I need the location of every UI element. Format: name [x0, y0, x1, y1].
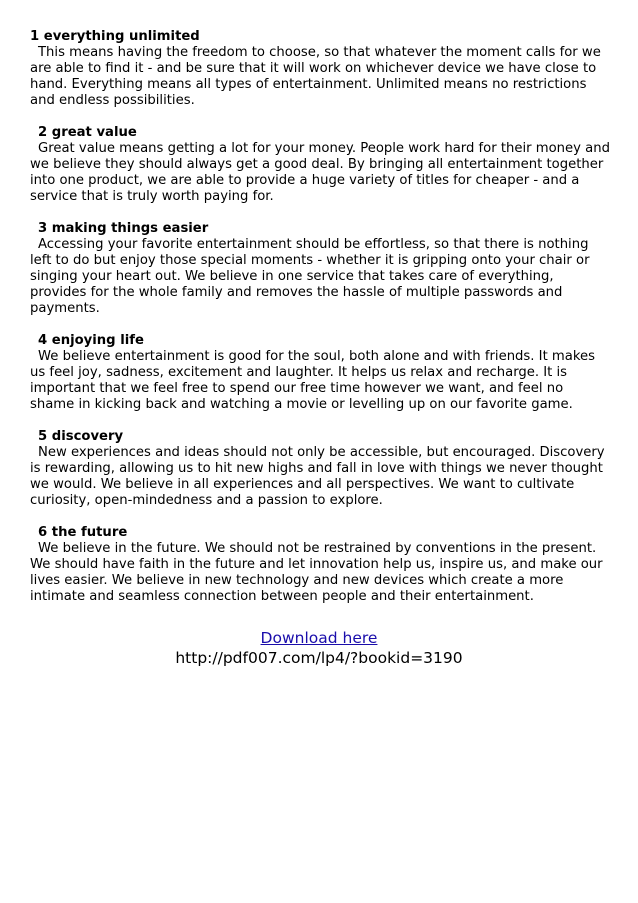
- section-enjoying-life: [30, 333, 610, 413]
- section-heading: 2 great value: [38, 125, 137, 140]
- download-block: [0, 628, 638, 668]
- section-heading: 6 the future: [38, 525, 128, 540]
- section-body: We believe in the future. We should not be restrained by conventions in the present. We should have faith in the future and let innovation help us, inspire us, and make our lives easier. We believe in new technology and new devices which create a more intimate and seamless connection between people and their entertainment.: [30, 541, 603, 604]
- section-heading: 5 discovery: [38, 429, 124, 444]
- section-body: Great value means getting a lot for your money. People work hard for their money and we believe they should always get a good deal. By bringing all entertainment together into one product, we are able to provide a huge variety of titles for cheaper - and a service that is truly worth paying for.: [30, 141, 610, 204]
- section-great-value: [30, 125, 610, 205]
- section-discovery: [30, 429, 610, 509]
- section-everything-unlimited: [30, 29, 610, 109]
- section-heading: 4 enjoying life: [38, 333, 144, 348]
- section-body: Accessing your favorite entertainment should be effortless, so that there is nothing left to do but enjoy those special moments - whether it is gripping onto your chair or singing your heart out. We believe in one service that takes care of everything, provides for the whole family and removes the hassle of multiple passwords and payments.: [30, 237, 590, 316]
- section-making-things-easier: [30, 221, 610, 317]
- section-heading: 3 making things easier: [38, 221, 209, 236]
- section-body: New experiences and ideas should not only be accessible, but encouraged. Discovery is rewarding, allowing us to hit new highs and fall in love with things we never thought we would. We believe in all experiences and all perspectives. We want to cultivate curiosity, open-mindedness and a passion to explore.: [30, 445, 605, 508]
- section-heading: 1 everything unlimited: [30, 29, 200, 44]
- section-the-future: [30, 525, 610, 605]
- document-content: [30, 29, 610, 621]
- section-body: We believe entertainment is good for the soul, both alone and with friends. It makes us feel joy, sadness, excitement and laughter. It helps us relax and recharge. It is important that we feel free to spend our free time however we want, and feel no shame in kicking back and watching a movie or levelling up on our favorite game.: [30, 349, 596, 412]
- download-link[interactable]: Download here: [260, 629, 378, 647]
- section-body: This means having the freedom to choose, so that whatever the moment calls for we are able to find it - and be sure that it will work on whichever device we have close to hand. Everything means all types of entertainment. Unlimited means no restrictions and endless possibilities.: [30, 45, 601, 108]
- download-url-text: http://pdf007.com/lp4/?bookid=3190: [175, 649, 463, 667]
